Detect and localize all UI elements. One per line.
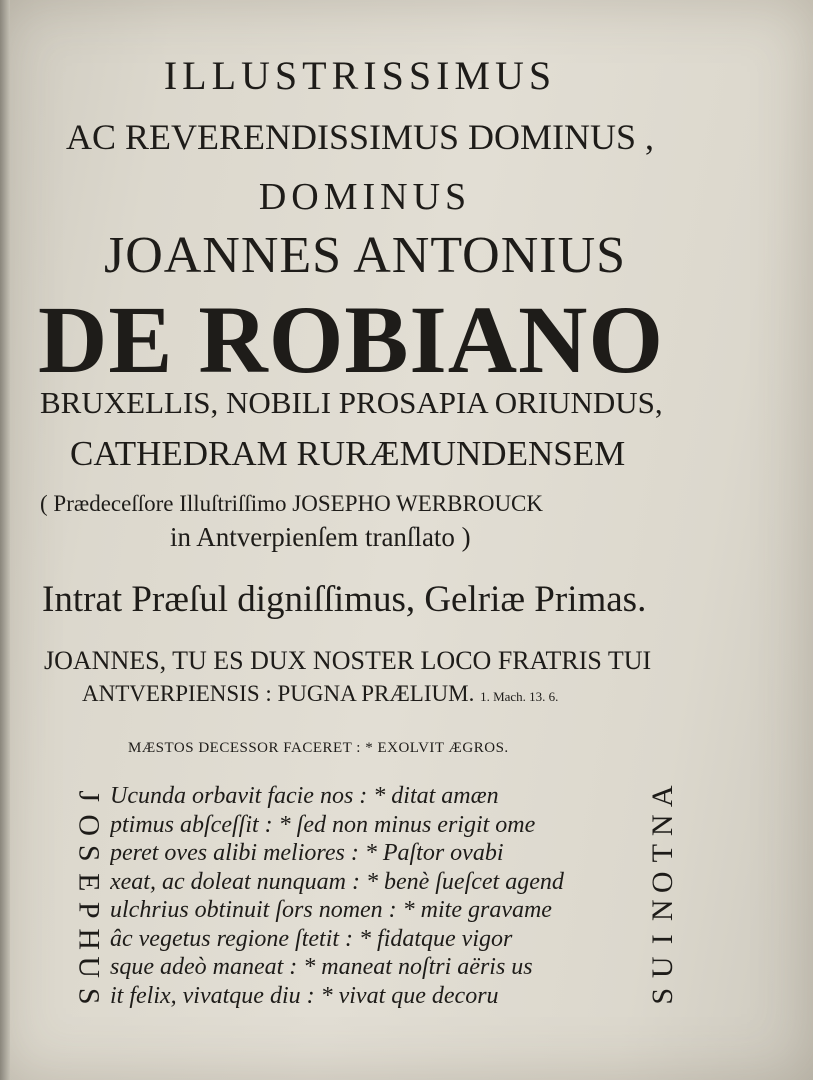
acrostic-letter: T	[645, 844, 679, 863]
acrostic-letter: N	[645, 899, 679, 922]
acrostic-right-antonius	[643, 782, 683, 1032]
chronogram-line-1: JOANNES, TU ES DUX NOSTER LOCO FRATRIS TUI	[44, 646, 652, 675]
poem-line: Ucunda orbavit facie nos : * ditat amæn	[110, 783, 499, 809]
acrostic-letter: I	[645, 933, 679, 944]
acrostic-letter: O	[645, 870, 679, 893]
chronogram-line-2	[82, 681, 702, 707]
acrostic-letter: S	[72, 987, 106, 1005]
acrostic-letter: U	[72, 956, 106, 979]
subtitle-antverpiensem: in Antverpienſem tranſlato )	[170, 522, 471, 552]
acrostic-letter: S	[645, 987, 679, 1005]
subtitle-intrat-praesul: Intrat Præſul digniſſimus, Gelriæ Primas.	[42, 579, 647, 620]
subtitle-predecessore: ( Prædeceſſore Illuſtriſſimo JOSEPHO WERBROUCK	[40, 491, 544, 516]
chronogram-line-3: MÆSTOS DECESSOR FACERET : * EXOLVIT ÆGROS.	[128, 740, 509, 756]
title-line-joannes-antonius: JOANNES ANTONIUS	[103, 227, 627, 284]
poem-line: ptimus abſceſſit : * ſed non minus erigit ome	[110, 811, 536, 838]
poem-line: peret oves alibi meliores : * Paſtor ovabi	[110, 840, 504, 866]
acrostic-poem	[110, 782, 650, 1010]
subtitle-bruxellis: BRUXELLIS, NOBILI PROSAPIA ORIUNDUS,	[40, 385, 663, 420]
title-line-reverendissimus: AC REVERENDISSIMUS DOMINUS ,	[65, 117, 655, 157]
bible-reference: 1. Mach. 13. 6.	[480, 689, 559, 704]
poem-line: xeat, ac doleat nunquam : * benè ſueſcet agend	[110, 868, 564, 895]
acrostic-letter: A	[645, 785, 679, 808]
poem-line: âc vegetus regione ſtetit : * fidatque vigor	[110, 925, 513, 952]
title-line-de-robiano: DE ROBIANO	[38, 286, 665, 393]
acrostic-letter: E	[72, 872, 106, 891]
acrostic-letter: H	[72, 927, 106, 950]
acrostic-letter: O	[72, 813, 106, 836]
poem-line: it felix, vivatque diu : * vivat que decoru	[110, 982, 499, 1009]
acrostic-letter: N	[645, 813, 679, 836]
acrostic-letter: U	[645, 956, 679, 979]
poem-line: ulchrius obtinuit ſors nomen : * mite gravame	[110, 897, 552, 923]
poem-line: sque adeò maneat : * maneat noſtri aëris us	[110, 954, 533, 980]
title-line-illustrissimus: ILLUSTRISSIMUS	[163, 53, 557, 98]
acrostic-letter: S	[72, 844, 106, 862]
title-line-dominus: DOMINUS	[258, 176, 472, 218]
chronogram-line-2-text: ANTVERPIENSIS : PUGNA PRÆLIUM.	[82, 681, 475, 706]
acrostic-letter: J	[72, 790, 106, 803]
acrostic-left-josephus	[68, 782, 108, 1032]
page-edge	[0, 0, 10, 1080]
acrostic-letter: P	[72, 901, 106, 919]
subtitle-cathedram: CATHEDRAM RURÆMUNDENSEM	[70, 434, 626, 473]
